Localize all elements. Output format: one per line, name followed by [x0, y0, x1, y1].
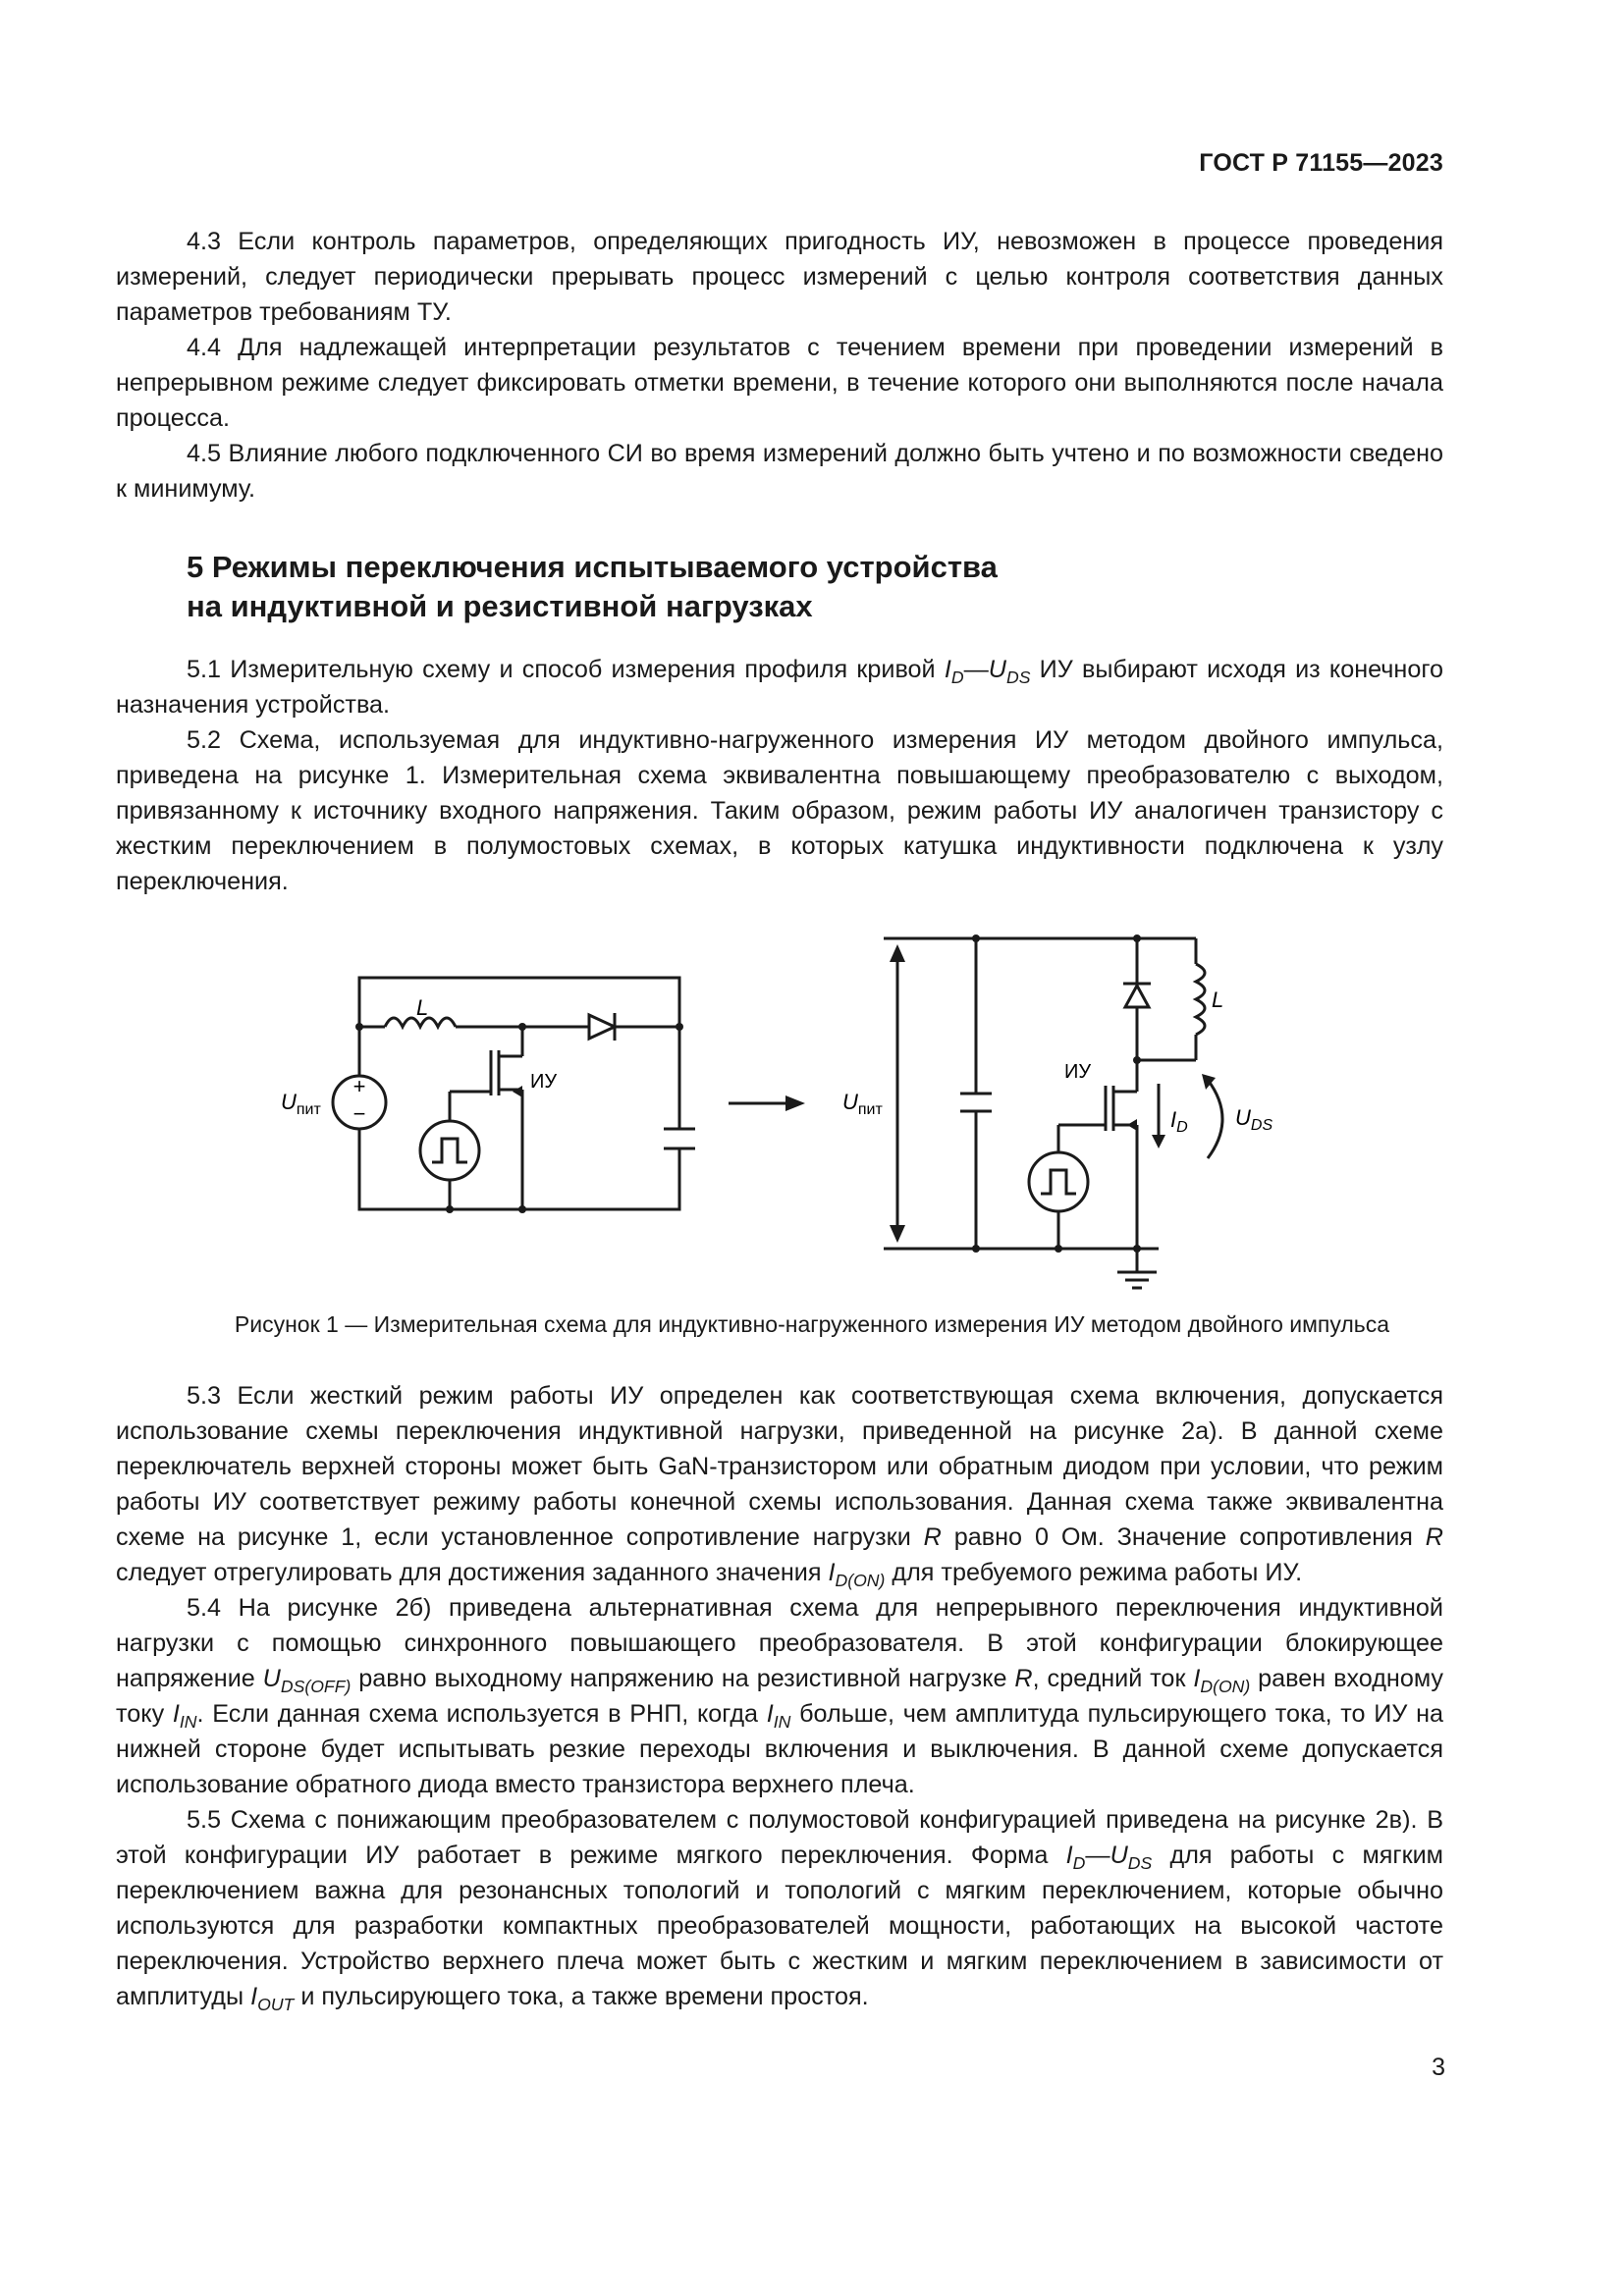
page-number: 3	[1432, 2054, 1445, 2081]
paragraph-4-4: 4.4 Для надлежащей интерпретации результатов с течением времени при проведении измерений в непрерывном режиме следует фиксировать отметки времени, в течение которого они выполняются после начала процесса.	[116, 334, 1443, 432]
label-L-left: L	[416, 995, 429, 1020]
label-u-pit-left: $U_{пит}$	[281, 1090, 321, 1118]
inductor-right	[1196, 964, 1205, 1035]
paragraph-5-5: 5.5 Схема с понижающим преобразователем с полумостовой конфигурацией приведена на рисунке 2в). В этой конфигурации ИУ работает в режиме мягкого переключения. Форма $I_D—U_{DS}$ для работы с мягким переключением важна для резонансных топологий и топологий с мягким переключением, которые обычно используются для разработки компактных преобразователей мощности, работающих на высокой частоте переключения. Устройство верхнего плеча может быть с жестким и мягким переключением в зависимости от амплитуды $I_{OUT}$ и пульсирующего тока, а также времени простоя.	[116, 1806, 1443, 2015]
paragraph-4-3: 4.3 Если контроль параметров, определяющих пригодность ИУ, невозможен в процессе проведения измерений, следует периодически прерывать процесс измерений с целью контроля соответствия данных параметров требованиям ТУ.	[116, 228, 1443, 326]
pulse-generator-left	[420, 1121, 479, 1180]
label-uds: $U_{DS}$	[1235, 1105, 1273, 1134]
diode-right	[1125, 986, 1149, 1007]
paragraph-5-4: 5.4 На рисунке 2б) приведена альтернативная схема для непрерывного переключения индуктивной нагрузки с помощью синхронного повышающего преобразователя. В этой конфигурации блокирующее напряжение $U_{DS(OFF)}$ равно выходному напряжению на резистивной нагрузке R, средний ток $I_{D(ON)}$ равен входному току $I_{IN}$. Если данная схема используется в РНП, когда $I_{IN}$ больше, чем амплитуда пульсирующего тока, то ИУ на нижней стороне будет испытывать резкие переходы включения и выключения. В данной схеме допускается использование обратного диода вместо транзистора верхнего плеча.	[116, 1594, 1444, 1798]
label-u-pit-right: $U_{пит}$	[842, 1090, 883, 1118]
figure-1-caption: Рисунок 1 — Измерительная схема для индуктивно-нагруженного измерения ИУ методом двойного импульса	[234, 1311, 1390, 1337]
pulse-generator-right	[1029, 1152, 1088, 1211]
label-iu-right: ИУ	[1064, 1061, 1092, 1083]
diode-left	[589, 1015, 615, 1039]
label-iu-left: ИУ	[530, 1071, 558, 1093]
transformation-arrow	[729, 1095, 805, 1111]
label-L-right: L	[1212, 988, 1224, 1012]
paragraph-4-5: 4.5 Влияние любого подключенного СИ во время измерений должно быть учтено и по возможности сведено к минимуму.	[116, 440, 1443, 503]
paragraph-5-2: 5.2 Схема, используемая для индуктивно-нагруженного измерения ИУ методом двойного импульса, приведена на рисунке 1. Измерительная схема эквивалентна повышающему преобразователю с выходом, привязанному к источнику входного напряжения. Таким образом, режим работы ИУ аналогичен транзистору с жестким переключением в полумостовых схемах, в которых катушка индуктивности подключена к узлу переключения.	[116, 726, 1443, 895]
paragraph-5-1: 5.1 Измерительную схему и способ измерения профиля кривой $I_D—U_{DS}$ ИУ выбирают исходя из конечного назначения устройства.	[116, 656, 1443, 719]
minus-sign: −	[352, 1101, 366, 1126]
text-block-bottom	[116, 1378, 1443, 2014]
section-title-line2: на индуктивной и резистивной нагрузках	[187, 589, 813, 623]
plus-sign: +	[352, 1074, 366, 1098]
label-id: $I_D$	[1170, 1107, 1188, 1136]
paragraph-5-3: 5.3 Если жесткий режим работы ИУ определен как соответствующая схема включения, допускается использование схемы переключения индуктивной нагрузки, приведенной на рисунке 2а). В данной схеме переключатель верхней стороны может быть GaN-транзистором или обратным диодом при условии, что режим работы ИУ соответствует режиму работы конечной схемы использования. Данная схема также эквивалентна схеме на рисунке 1, если установленное сопротивление нагрузки R равно 0 Ом. Значение сопротивления R следует отрегулировать для достижения заданного значения $I_{D(ON)}$ для требуемого режима работы ИУ.	[116, 1382, 1443, 1591]
document-header: ГОСТ Р 71155—2023	[1199, 149, 1443, 177]
section-title-line1: 5 Режимы переключения испытываемого устройства	[187, 550, 998, 584]
